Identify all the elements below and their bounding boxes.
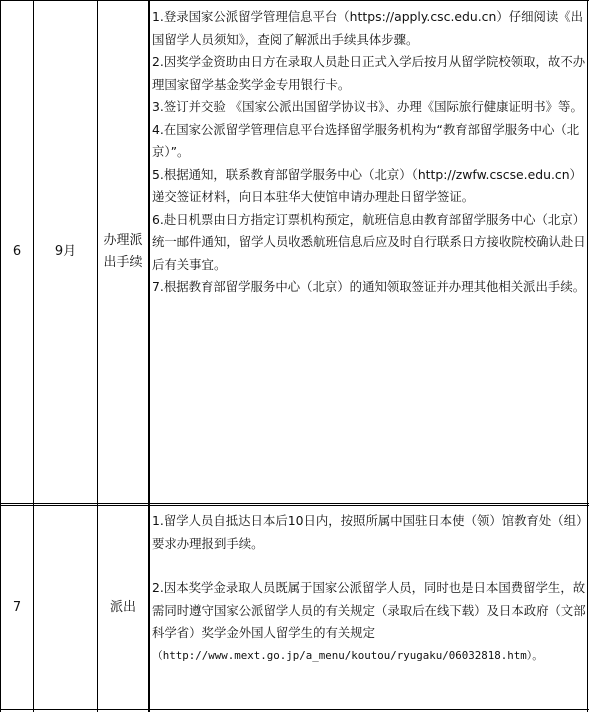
stage-text-line2: 出手续 [103,255,143,270]
stage-text-line1: 办理派 [103,233,143,248]
month-text: 9月 [54,244,77,259]
month-cell [34,506,97,709]
col-border-right [587,0,588,712]
step-spacer [152,555,586,577]
step-item: 1.登录国家公派留学管理信息平台（https://apply.csc.edu.cn）仔细阅读《出国留学人员须知》，查阅了解派出手续具体步骤。 [152,9,584,47]
step-item: （http://www.mext.go.jp/a_menu/koutou/ryugaku/06032818.htm）。 [152,648,544,662]
step-item: 1.留学人员自抵达日本后10日内，按照所属中国驻日本使（领）馆教育处（组）要求办理报到手续。 [152,513,583,551]
row-border-middle [0,503,589,504]
steps-cell [152,510,586,667]
stage-cell [98,506,148,709]
month-cell [34,1,97,503]
steps-cell [152,6,586,299]
step-item: 2.因本奖学金录取人员既属于国家公派留学人员，同时也是日本国费留学生，故需同时遵守国家公派留学人员的有关规定（录取后在线下载）及日本政府（文部科学省）奖学金外国人留学生的有关规定 [152,580,586,640]
row-number-text: 7 [12,599,22,615]
row-number [1,1,33,503]
step-item: 5.根据通知，联系教育部留学服务中心（北京）（http://zwfw.cscse.edu.cn）递交签证材料，向日本驻华大使馆申请办理赴日留学签证。 [152,166,582,204]
stage-text: 派出 [109,599,136,615]
row-number-text: 6 [12,244,22,259]
step-item: 2.因奖学金资助由日方在录取人员赴日正式入学后按月从留学院校领取，故不办理国家留学基金奖学金专用银行卡。 [152,54,586,92]
step-item: 4.在国家公派留学管理信息平台选择留学服务机构为“教育部留学服务中心（北京）”。 [152,121,580,159]
col-border-3 [148,0,150,712]
step-item: 6.赴日机票由日方指定订票机构预定，航班信息由教育部留学服务中心（北京）统一邮件通知，留学人员收悉航班信息后应及时自行联系日方接收院校确认赴日后有关事宜。 [152,211,586,272]
row-number [1,506,33,709]
step-item: 7.根据教育部留学服务中心（北京）的通知领取签证并办理其他相关派出手续。 [152,279,586,294]
step-item: 3.签订并交验 《国家公派出国留学协议书》、办理《国际旅行健康证明书》等。 [152,99,583,114]
row-border-bottom [0,709,589,710]
stage-cell [98,1,148,503]
